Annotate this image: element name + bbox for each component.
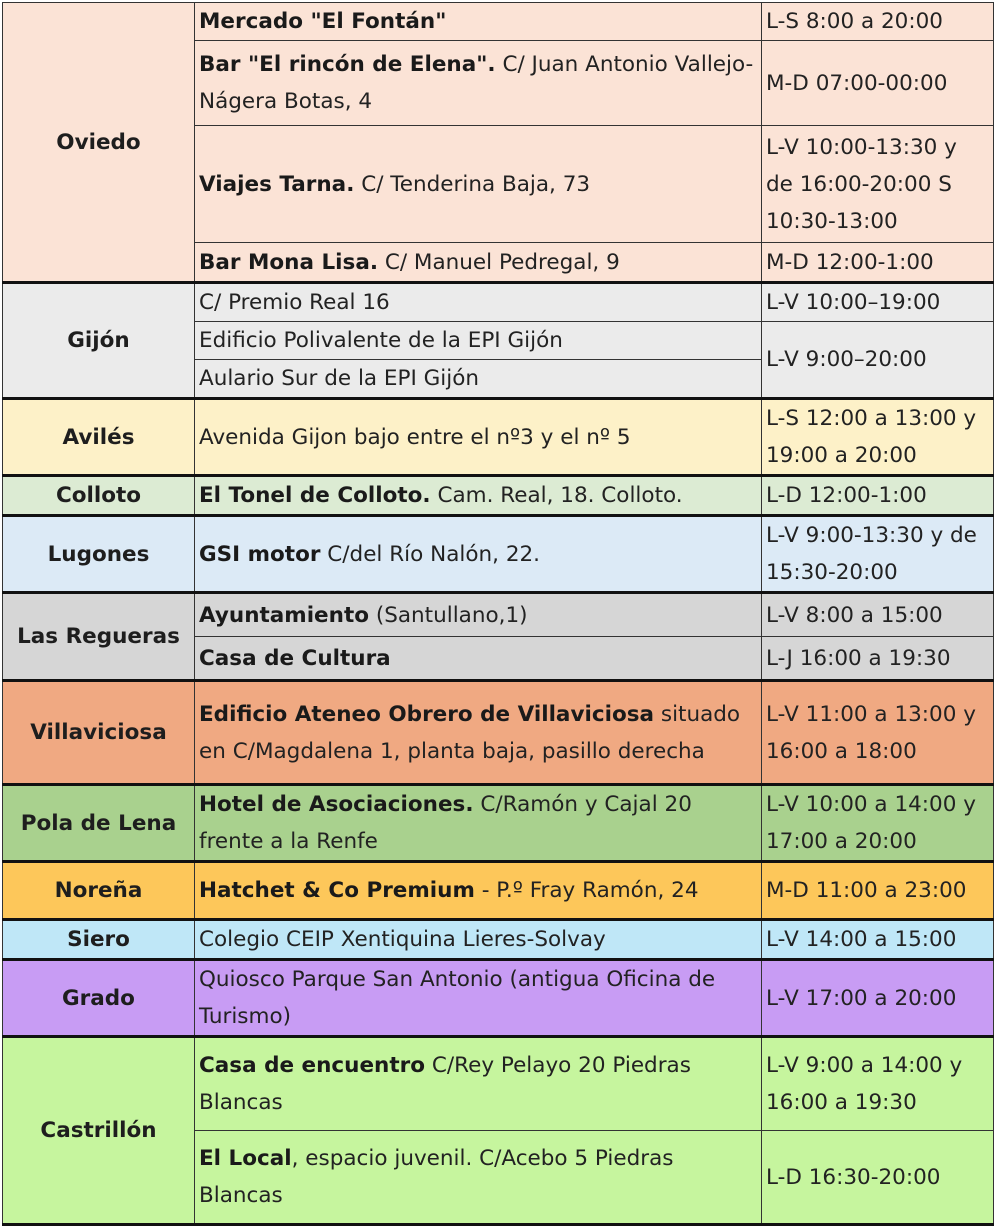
location-name: Viajes Tarna. xyxy=(199,171,355,197)
table-row xyxy=(3,920,994,960)
location-address: C/ Premio Real 16 xyxy=(199,290,390,315)
location-name: Casa de encuentro xyxy=(199,1053,426,1078)
location-cell xyxy=(195,476,762,516)
locations-table xyxy=(2,2,994,1226)
table-row xyxy=(3,681,994,785)
location-address: Quiosco Parque San Antonio (antigua Oficina de Turismo) xyxy=(199,967,716,1029)
hours-cell: L-V 10:00–19:00 xyxy=(762,283,994,322)
hours-cell: M-D 11:00 a 23:00 xyxy=(762,862,994,920)
table-row xyxy=(3,960,994,1037)
city-cell: Avilés xyxy=(3,399,195,476)
location-address: - P.º Fray Ramón, 24 xyxy=(481,878,699,903)
location-cell xyxy=(195,1131,762,1225)
location-address: C/ Manuel Pedregal, 9 xyxy=(384,249,620,275)
location-address: C/Rey Pelayo 20 Piedras Blancas xyxy=(199,1053,691,1115)
location-cell xyxy=(195,1037,762,1131)
location-cell xyxy=(195,785,762,862)
hours-cell: L-D 16:30-20:00 xyxy=(762,1131,994,1225)
city-cell: Grado xyxy=(3,960,195,1037)
location-name: Bar "El rincón de Elena". xyxy=(199,52,496,77)
hours-cell: L-D 12:00-1:00 xyxy=(762,476,994,516)
location-name: Hotel de Asociaciones. xyxy=(199,792,474,817)
location-cell xyxy=(195,126,762,243)
location-address: C/ Tenderina Baja, 73 xyxy=(361,171,591,197)
hours-cell: L-V 10:00-13:30 y de 16:00-20:00 S 10:30-13:00 xyxy=(762,126,994,243)
location-name: Casa de Cultura xyxy=(199,645,391,671)
location-name: Bar Mona Lisa. xyxy=(199,249,378,275)
table-row xyxy=(3,3,994,41)
table-row xyxy=(3,283,994,322)
location-cell xyxy=(195,360,762,399)
city-cell: Pola de Lena xyxy=(3,785,195,862)
location-name: El Local xyxy=(199,1146,292,1171)
city-cell: Castrillón xyxy=(3,1037,195,1225)
locations-table-body xyxy=(3,3,994,1225)
location-address: Edificio Polivalente de la EPI Gijón xyxy=(199,328,563,353)
location-cell xyxy=(195,516,762,593)
table-row xyxy=(3,476,994,516)
location-cell xyxy=(195,41,762,126)
location-cell xyxy=(195,637,762,681)
hours-cell: M-D 12:00-1:00 xyxy=(762,243,994,283)
location-cell xyxy=(195,920,762,960)
location-cell xyxy=(195,243,762,283)
table-row xyxy=(3,862,994,920)
city-cell: Gijón xyxy=(3,283,195,399)
location-address: Aulario Sur de la EPI Gijón xyxy=(199,366,480,391)
location-cell xyxy=(195,960,762,1037)
location-cell xyxy=(195,283,762,322)
hours-cell: M-D 07:00-00:00 xyxy=(762,41,994,126)
location-cell xyxy=(195,399,762,476)
table-row xyxy=(3,593,994,637)
city-cell: Lugones xyxy=(3,516,195,593)
location-name: Hatchet & Co Premium xyxy=(199,878,475,903)
location-address: , espacio juvenil. C/Acebo 5 Piedras Blancas xyxy=(199,1146,674,1208)
hours-cell: L-V 17:00 a 20:00 xyxy=(762,960,994,1037)
location-name: Mercado "El Fontán" xyxy=(199,9,447,34)
hours-cell: L-V 11:00 a 13:00 y 16:00 a 18:00 xyxy=(762,681,994,785)
location-cell xyxy=(195,862,762,920)
table-row xyxy=(3,399,994,476)
location-cell xyxy=(195,3,762,41)
location-address: situado en C/Magdalena 1, planta baja, pasillo derecha xyxy=(199,701,741,764)
hours-cell: L-V 8:00 a 15:00 xyxy=(762,593,994,637)
city-cell: Colloto xyxy=(3,476,195,516)
table-row xyxy=(3,516,994,593)
city-cell: Las Regueras xyxy=(3,593,195,681)
hours-cell: L-V 9:00 a 14:00 y 16:00 a 19:30 xyxy=(762,1037,994,1131)
location-name: GSI motor xyxy=(199,541,321,567)
location-name: Edificio Ateneo Obrero de Villaviciosa xyxy=(199,701,655,727)
location-name: El Tonel de Colloto. xyxy=(199,483,431,508)
city-cell: Oviedo xyxy=(3,3,195,283)
hours-cell: L-V 9:00-13:30 y de 15:30-20:00 xyxy=(762,516,994,593)
hours-cell: L-J 16:00 a 19:30 xyxy=(762,637,994,681)
hours-cell: L-V 10:00 a 14:00 y 17:00 a 20:00 xyxy=(762,785,994,862)
city-cell: Siero xyxy=(3,920,195,960)
location-cell xyxy=(195,593,762,637)
location-address: Colegio CEIP Xentiquina Lieres-Solvay xyxy=(199,927,606,952)
hours-cell: L-S 8:00 a 20:00 xyxy=(762,3,994,41)
location-address: Avenida Gijon bajo entre el nº3 y el nº 5 xyxy=(199,424,631,450)
location-address: (Santullano,1) xyxy=(375,602,528,628)
location-cell xyxy=(195,322,762,360)
location-address: Cam. Real, 18. Colloto. xyxy=(437,483,683,508)
location-address: C/Ramón y Cajal 20 frente a la Renfe xyxy=(199,792,692,854)
table-row xyxy=(3,1037,994,1131)
table-row xyxy=(3,785,994,862)
hours-cell: L-S 12:00 a 13:00 y 19:00 a 20:00 xyxy=(762,399,994,476)
hours-cell: L-V 9:00–20:00 xyxy=(762,322,994,399)
city-cell: Noreña xyxy=(3,862,195,920)
hours-cell: L-V 14:00 a 15:00 xyxy=(762,920,994,960)
city-cell: Villaviciosa xyxy=(3,681,195,785)
location-cell xyxy=(195,681,762,785)
location-name: Ayuntamiento xyxy=(199,602,369,628)
location-address: C/ Juan Antonio Vallejo-Nágera Botas, 4 xyxy=(199,52,754,114)
location-address: C/del Río Nalón, 22. xyxy=(327,541,541,567)
